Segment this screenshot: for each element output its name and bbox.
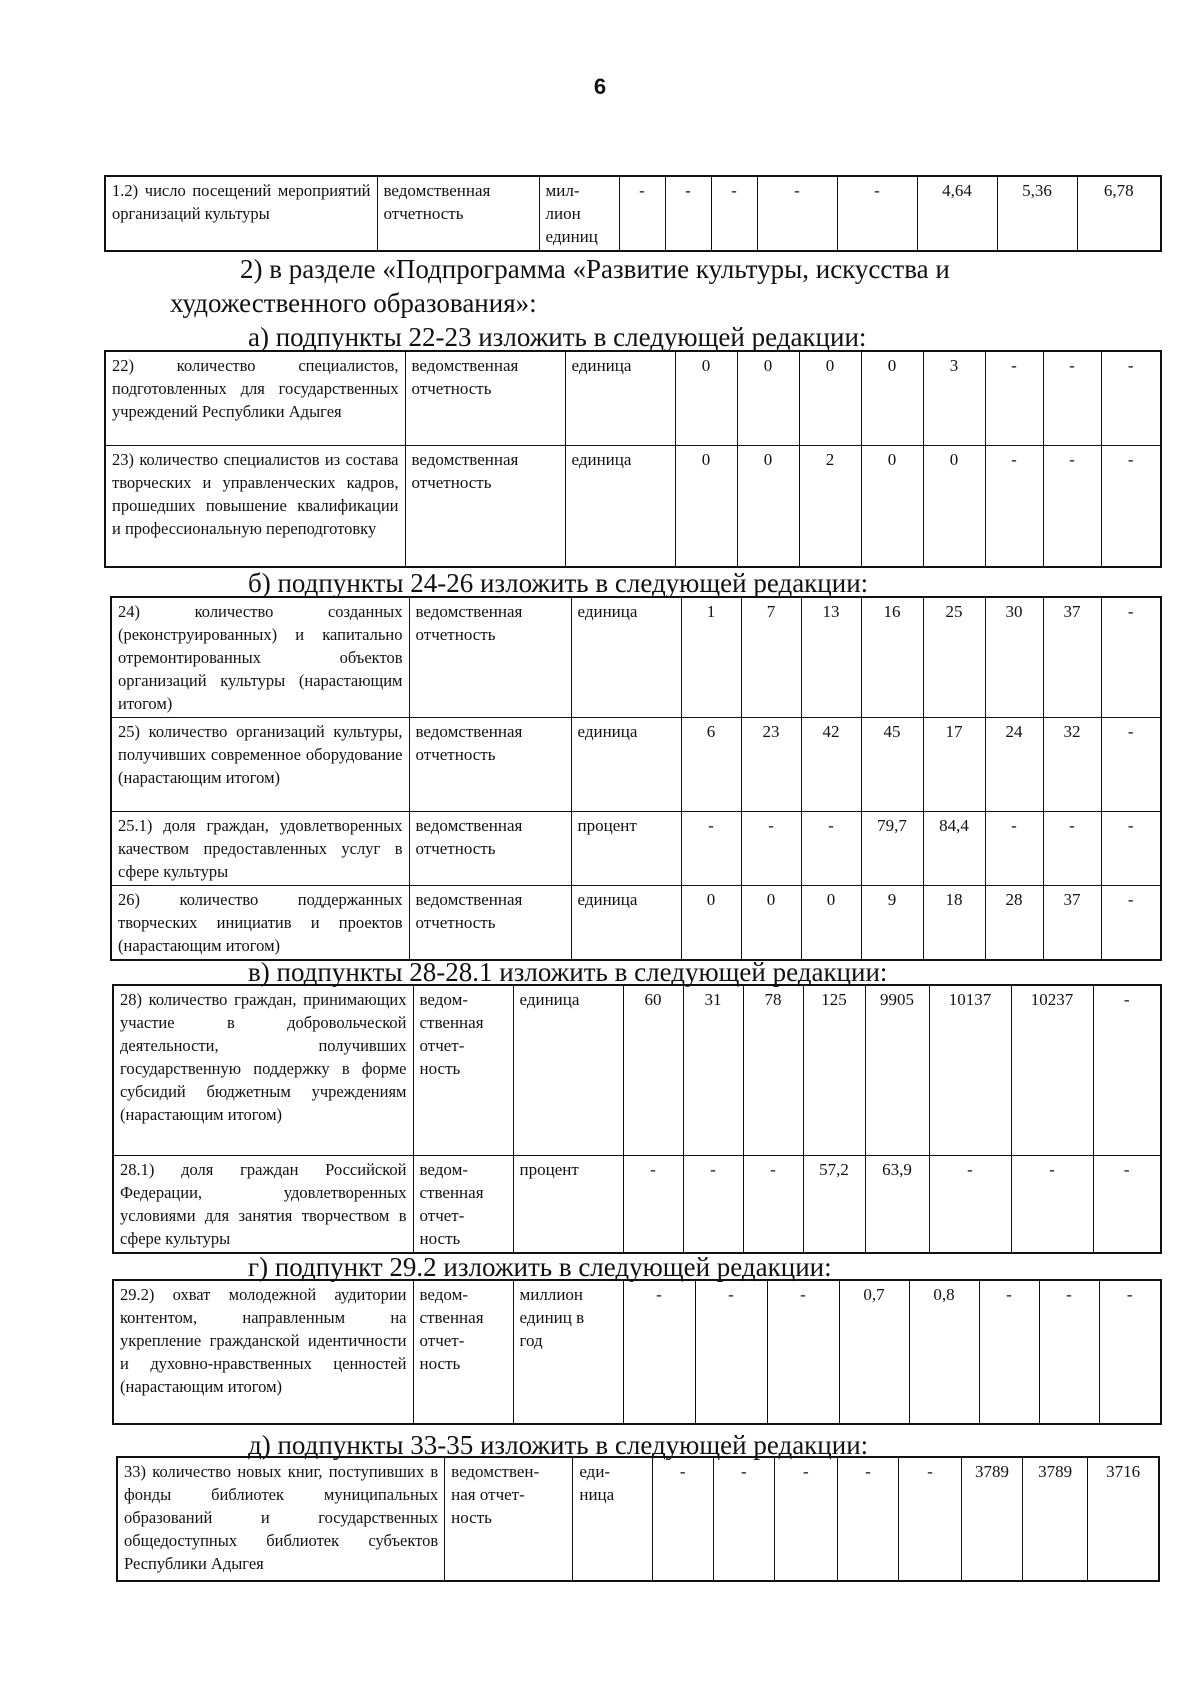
value-cell: 0 [681,886,741,961]
indicator-table-a [104,350,1162,568]
indicator-source: ведомственная отчетность [377,176,539,251]
value-cell: 3 [923,351,985,445]
indicator-source: ведомственная отчетность [409,812,571,886]
value-cell: 0 [861,445,923,567]
value-cell: 45 [861,718,923,812]
value-cell: - [683,1155,743,1253]
value-cell: 28 [985,886,1043,961]
value-cell: 78 [743,985,803,1155]
value-cell: 18 [923,886,985,961]
indicator-name: 29.2) охват молодежной аудитории контентом, направленным на укрепление гражданской идентичности и духовно-нравственных ценностей (нарастающим итогом) [113,1280,413,1424]
value-cell: 42 [801,718,861,812]
indicator-name: 1.2) число посещений мероприятий организаций культуры [105,176,377,251]
value-cell: - [757,176,837,251]
value-cell: - [1101,886,1161,961]
indicator-unit: единица [565,445,675,567]
indicator-name: 23) количество специалистов из состава творческих и управленческих кадров, прошедших повышение квалификации и профессиональную переподготовку [105,445,405,567]
value-cell: 10137 [929,985,1011,1155]
value-cell: 0 [799,351,861,445]
value-cell: - [774,1457,837,1581]
value-cell: - [1011,1155,1093,1253]
indicator-name: 28) количество граждан, принимающих участие в добровольческой деятельности, получивших государственную поддержку в форме субсидий бюджетным учреждениям (нарастающим итогом) [113,985,413,1155]
value-cell: - [623,1280,695,1424]
indicator-unit: еди- ница [573,1457,652,1581]
value-cell: - [713,1457,774,1581]
value-cell: 0 [675,445,737,567]
indicator-name: 22) количество специалистов, подготовленных для государственных учреждений Республики Адыгея [105,351,405,445]
value-cell: - [1101,445,1161,567]
indicator-table-e [116,1456,1160,1582]
value-cell: 0 [923,445,985,567]
indicator-source: ведом- ственная отчет- ность [413,985,513,1155]
value-cell: 13 [801,597,861,718]
value-cell: 6 [681,718,741,812]
value-cell: - [1043,351,1101,445]
section-c-title: в) подпункты 28-28.1 изложить в следующей редакции: [248,957,888,987]
value-cell: 0 [741,886,801,961]
value-cell: 0,7 [839,1280,909,1424]
value-cell: - [1101,718,1161,812]
table-row [105,351,1161,445]
indicator-source: ведомственная отчетность [409,886,571,961]
value-cell: - [665,176,711,251]
value-cell: 23 [741,718,801,812]
value-cell: 3789 [1023,1457,1088,1581]
section-a-title: а) подпункты 22-23 изложить в следующей редакции: [248,322,867,352]
value-cell: - [695,1280,767,1424]
value-cell: - [711,176,757,251]
table-row [111,886,1161,961]
table-row [111,718,1161,812]
section-d-title: г) подпункт 29.2 изложить в следующей редакции: [248,1252,832,1282]
value-cell: - [1101,812,1161,886]
indicator-unit: процент [571,812,681,886]
value-cell: 7 [741,597,801,718]
value-cell: 31 [683,985,743,1155]
value-cell: 0 [861,351,923,445]
indicator-name: 25) количество организаций культуры, получивших современное оборудование (нарастающим итогом) [111,718,409,812]
value-cell: 32 [1043,718,1101,812]
value-cell: - [1093,985,1161,1155]
section-heading-main: 2) в разделе «Подпрограмма «Развитие культуры, искусства и художественного образования»: [170,254,950,318]
indicator-source: ведомственная отчетность [409,718,571,812]
indicator-name: 33) количество новых книг, поступивших в фонды библиотек муниципальных образований и государственных общедоступных библиотек субъектов Республики Адыгея [117,1457,445,1581]
value-cell: - [1101,597,1161,718]
table-row [113,1155,1161,1253]
value-cell: 9905 [865,985,929,1155]
section-e-title: д) подпункты 33-35 изложить в следующей редакции: [248,1430,869,1460]
indicator-name: 25.1) доля граждан, удовлетворенных качеством предоставленных услуг в сфере культуры [111,812,409,886]
value-cell: - [1043,812,1101,886]
value-cell: - [979,1280,1039,1424]
value-cell: 2 [799,445,861,567]
table-row [111,597,1161,718]
value-cell: 60 [623,985,683,1155]
indicator-name: 28.1) доля граждан Российской Федерации, удовлетворенных условиями для занятия творчеством в сфере культуры [113,1155,413,1253]
value-cell: 0 [737,445,799,567]
section-b-title: б) подпункты 24-26 изложить в следующей редакции: [248,568,869,598]
indicator-source: ведом- ственная отчет- ность [413,1155,513,1253]
value-cell: 24 [985,718,1043,812]
value-cell: 25 [923,597,985,718]
value-cell: - [1099,1280,1161,1424]
value-cell: 0 [737,351,799,445]
table-row [111,812,1161,886]
value-cell: 4,64 [917,176,997,251]
value-cell: 37 [1043,886,1101,961]
value-cell: - [767,1280,839,1424]
value-cell: - [619,176,665,251]
value-cell: 125 [803,985,865,1155]
indicator-unit: единица [571,718,681,812]
indicator-unit: миллион единиц в год [513,1280,623,1424]
indicator-table-b [110,596,1162,961]
value-cell: 57,2 [803,1155,865,1253]
value-cell: - [985,351,1043,445]
indicator-unit: единица [571,597,681,718]
value-cell: - [801,812,861,886]
indicator-source: ведомствен- ная отчет- ность [445,1457,573,1581]
value-cell: 5,36 [997,176,1077,251]
value-cell: 9 [861,886,923,961]
value-cell: - [985,812,1043,886]
value-cell: 84,4 [923,812,985,886]
value-cell: - [898,1457,961,1581]
value-cell: 0 [675,351,737,445]
page-number: 6 [593,74,607,99]
indicator-source: ведом- ственная отчет- ность [413,1280,513,1424]
indicator-source: ведомственная отчетность [405,445,565,567]
value-cell: 63,9 [865,1155,929,1253]
indicator-name: 26) количество поддержанных творческих инициатив и проектов (нарастающим итогом) [111,886,409,961]
value-cell: - [837,1457,898,1581]
table-row [117,1457,1159,1581]
value-cell: 0 [801,886,861,961]
value-cell: 37 [1043,597,1101,718]
indicator-unit: единица [565,351,675,445]
table-row [105,176,1161,251]
indicator-unit: единица [571,886,681,961]
indicator-name: 24) количество созданных (реконструированных) и капитально отремонтированных объектов организаций культуры (нарастающим итогом) [111,597,409,718]
value-cell: 17 [923,718,985,812]
value-cell: 1 [681,597,741,718]
value-cell: - [985,445,1043,567]
value-cell: - [681,812,741,886]
table-row [113,1280,1161,1424]
value-cell: 16 [861,597,923,718]
indicator-unit: мил- лион единиц [539,176,619,251]
value-cell: 10237 [1011,985,1093,1155]
value-cell: 0,8 [909,1280,979,1424]
value-cell: - [837,176,917,251]
indicator-table-c [112,984,1162,1254]
indicator-table-top [104,175,1162,252]
value-cell: - [1039,1280,1099,1424]
value-cell: - [623,1155,683,1253]
value-cell: - [652,1457,713,1581]
value-cell: - [743,1155,803,1253]
value-cell: 79,7 [861,812,923,886]
table-row [105,445,1161,567]
value-cell: 3789 [962,1457,1023,1581]
indicator-unit: процент [513,1155,623,1253]
indicator-unit: единица [513,985,623,1155]
table-row [113,985,1161,1155]
value-cell: 3716 [1088,1457,1159,1581]
value-cell: 30 [985,597,1043,718]
value-cell: 6,78 [1077,176,1161,251]
value-cell: - [929,1155,1011,1253]
indicator-source: ведомственная отчетность [405,351,565,445]
indicator-source: ведомственная отчетность [409,597,571,718]
indicator-table-d [112,1279,1162,1425]
value-cell: - [1043,445,1101,567]
value-cell: - [1101,351,1161,445]
value-cell: - [1093,1155,1161,1253]
value-cell: - [741,812,801,886]
